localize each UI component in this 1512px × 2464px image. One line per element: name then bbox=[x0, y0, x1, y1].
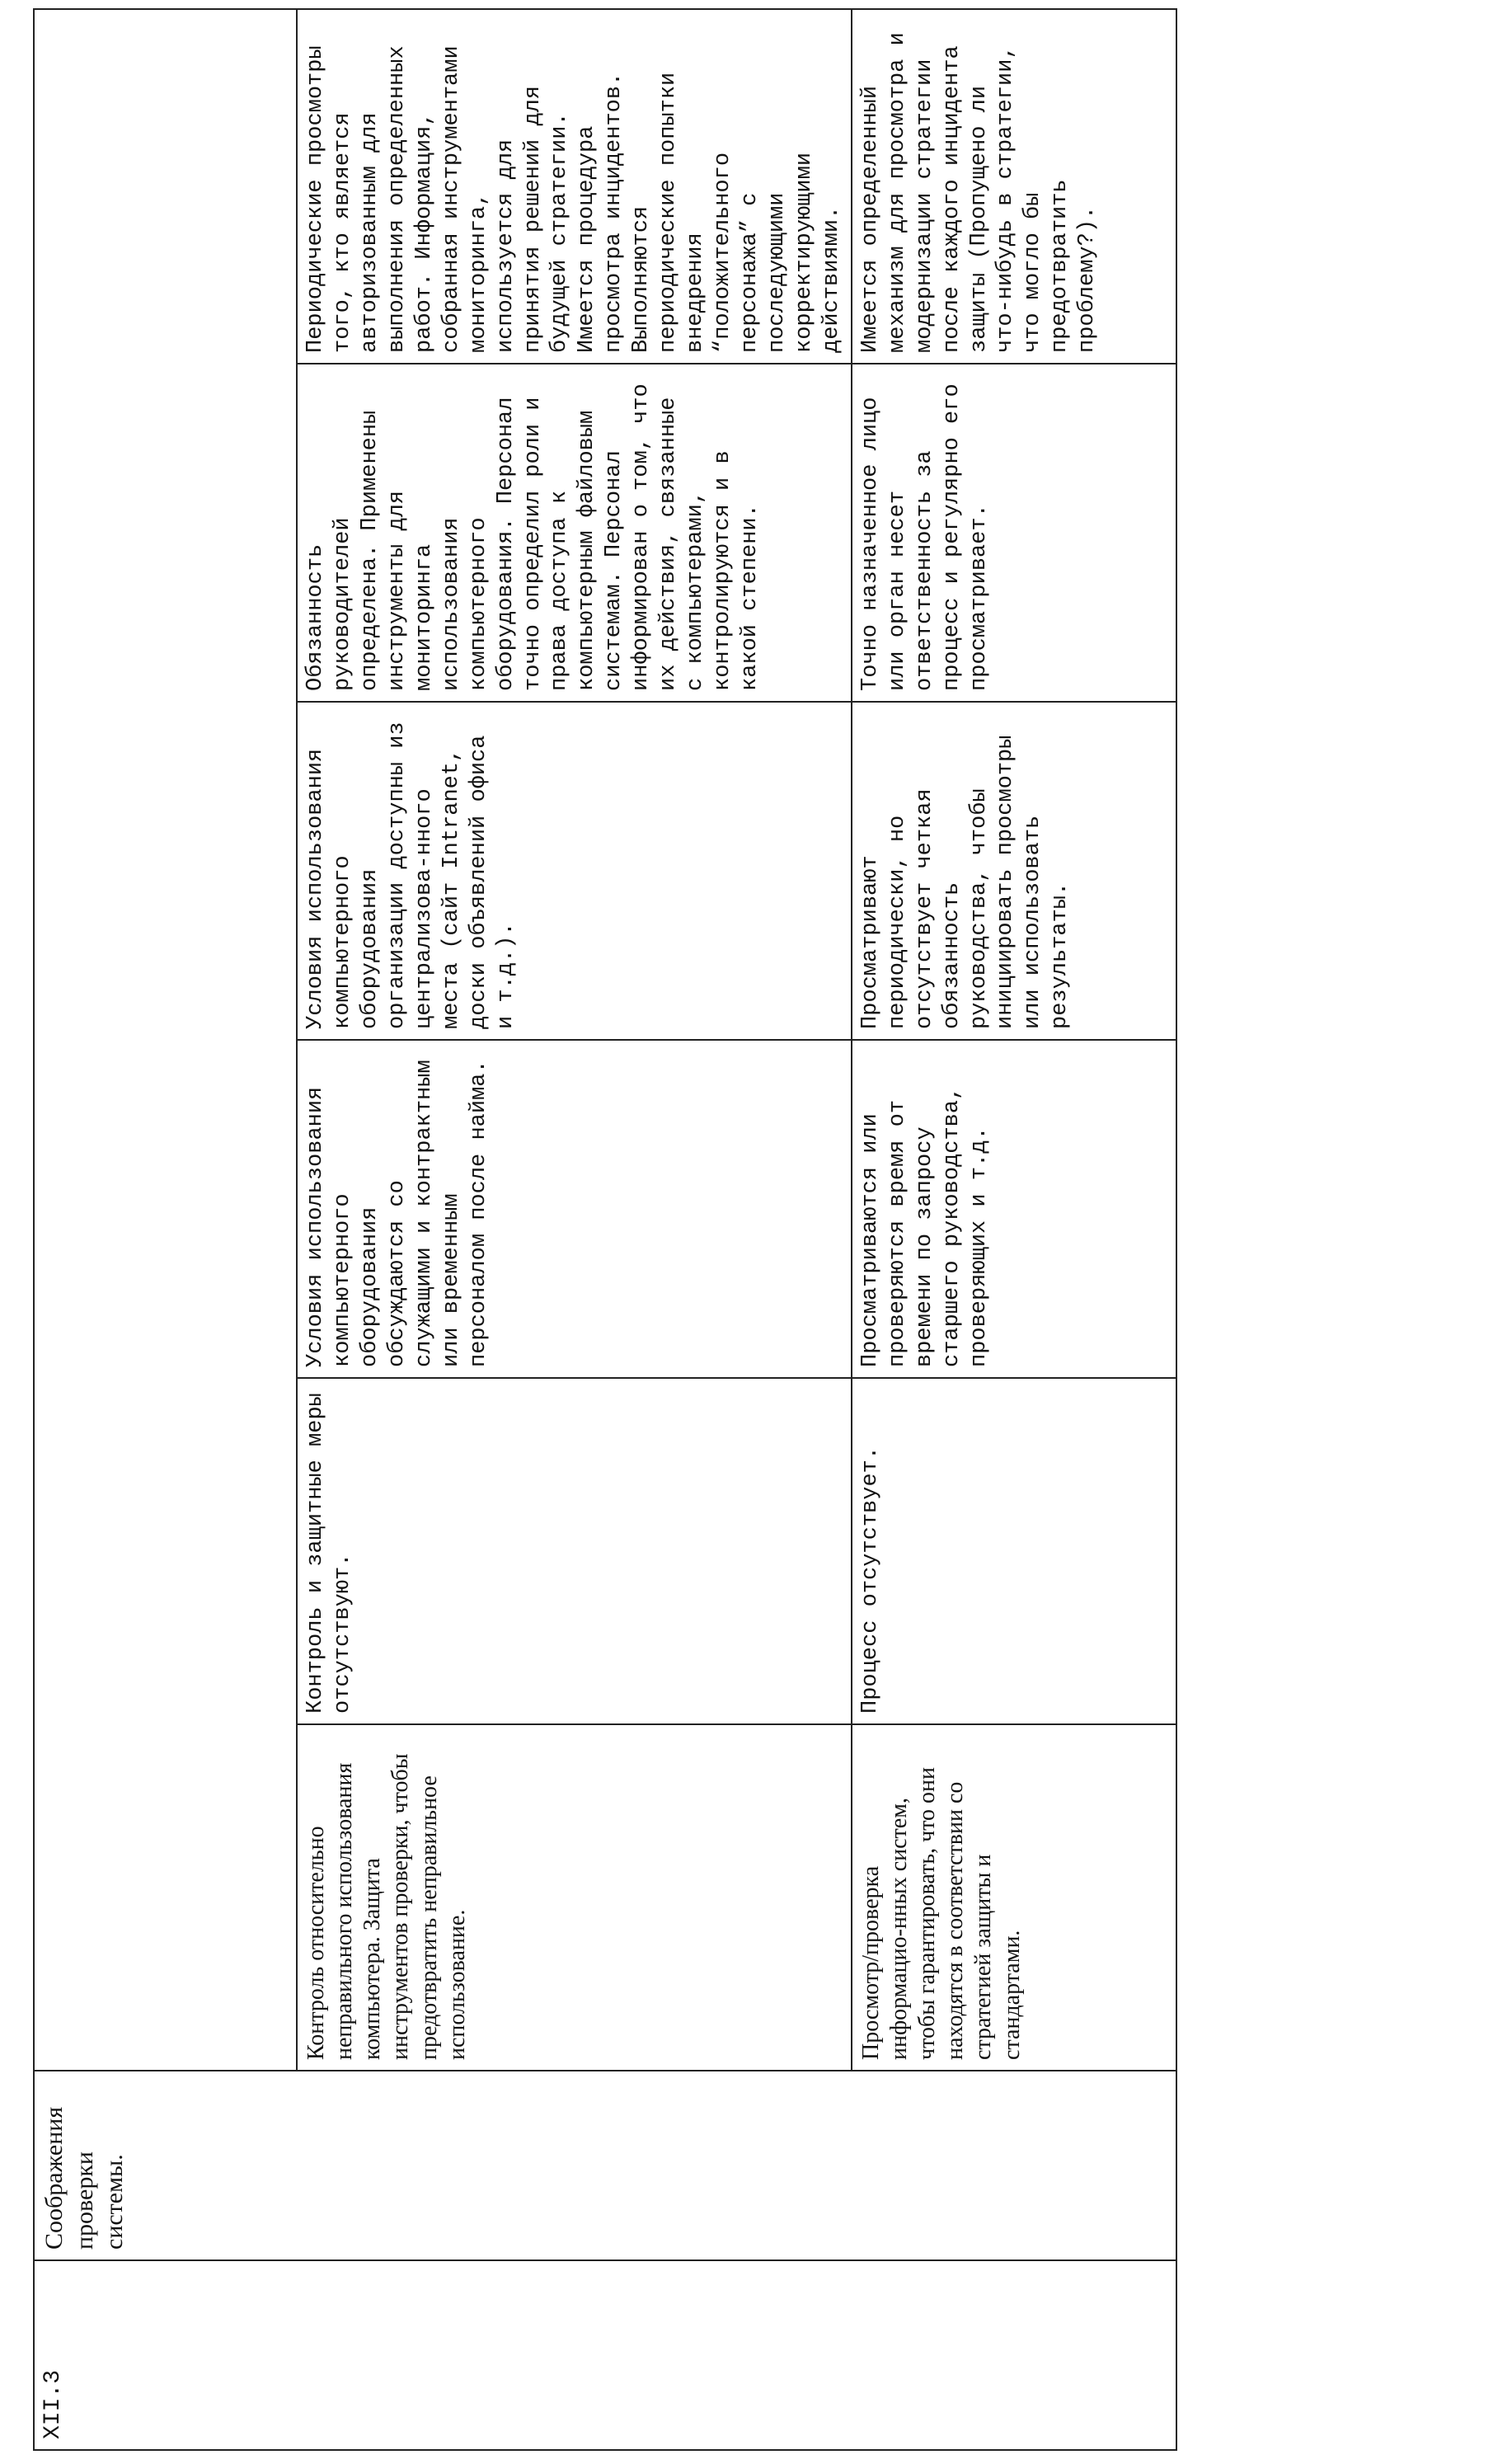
section-title: Соображения проверки системы. bbox=[34, 2071, 1176, 2260]
table-row-blank-top bbox=[34, 9, 297, 2071]
level-cell-3: Просматривают периодически, но отсутствует четкая обязанность руководства, чтобы инициировать просмотры или использовать результаты. bbox=[852, 702, 1176, 1040]
maturity-table bbox=[33, 8, 1177, 2451]
criterion-cell: Контроль относительно неправильного использования компьютера. Защита инструментов проверки, чтобы предотвратить неправильное использование. bbox=[297, 1724, 852, 2071]
level-cell-2: Условия использования компьютерного оборудования обсуждаются со служащими и контрактным или временным персоналом после найма. bbox=[297, 1040, 852, 1378]
section-number: XII.3 bbox=[34, 2260, 1176, 2450]
level-cell-4: Обязанность руководителей определена. Применены инструменты для мониторинга использования компьютерного оборудования. Персонал точно определил роли и права доступа к компьютерным файловым системам. Персонал информирован о том, что их действия, связанные с компьютерами, контролируются и в какой степени. bbox=[297, 364, 852, 702]
level-cell-1: Контроль и защитные меры отсутствуют. bbox=[297, 1378, 852, 1724]
level-cell-3: Условия использования компьютерного оборудования организации доступны из централизова-нного места (сайт Intranet, доски объявлений офиса и т.д.). bbox=[297, 702, 852, 1040]
level-cell-2: Просматриваются или проверяются время от времени по запросу старшего руководства, проверяющих и т.д. bbox=[852, 1040, 1176, 1378]
table-row bbox=[34, 9, 297, 2450]
level-cell-1: Процесс отсутствует. bbox=[852, 1378, 1176, 1724]
level-cell-5: Периодические просмотры того, кто является авторизованным для выполнения определенных работ. Информация, собранная инструментами мониторинга, используется для принятия решений для будущей стратегии. Имеется процедура просмотра инцидентов. Выполняются периодические попытки внедрения “положительного персонажа” с последующими корректирующими действиями. bbox=[297, 9, 852, 364]
rotated-table-wrapper bbox=[33, 10, 1039, 2451]
level-cell-5: Имеется определенный механизм для просмотра и модернизации стратегии после каждого инцидента защиты (Пропущено ли что-нибудь в стратегии, что могло бы предотвратить проблему?). bbox=[852, 9, 1176, 364]
level-cell-4: Точно назначенное лицо или орган несет ответственность за процесс и регулярно его просматривает. bbox=[852, 364, 1176, 702]
criterion-cell: Просмотр/проверка информацио-нных систем, чтобы гарантировать, что они находятся в соответствии со стратегией защиты и стандартами. bbox=[852, 1724, 1176, 2071]
